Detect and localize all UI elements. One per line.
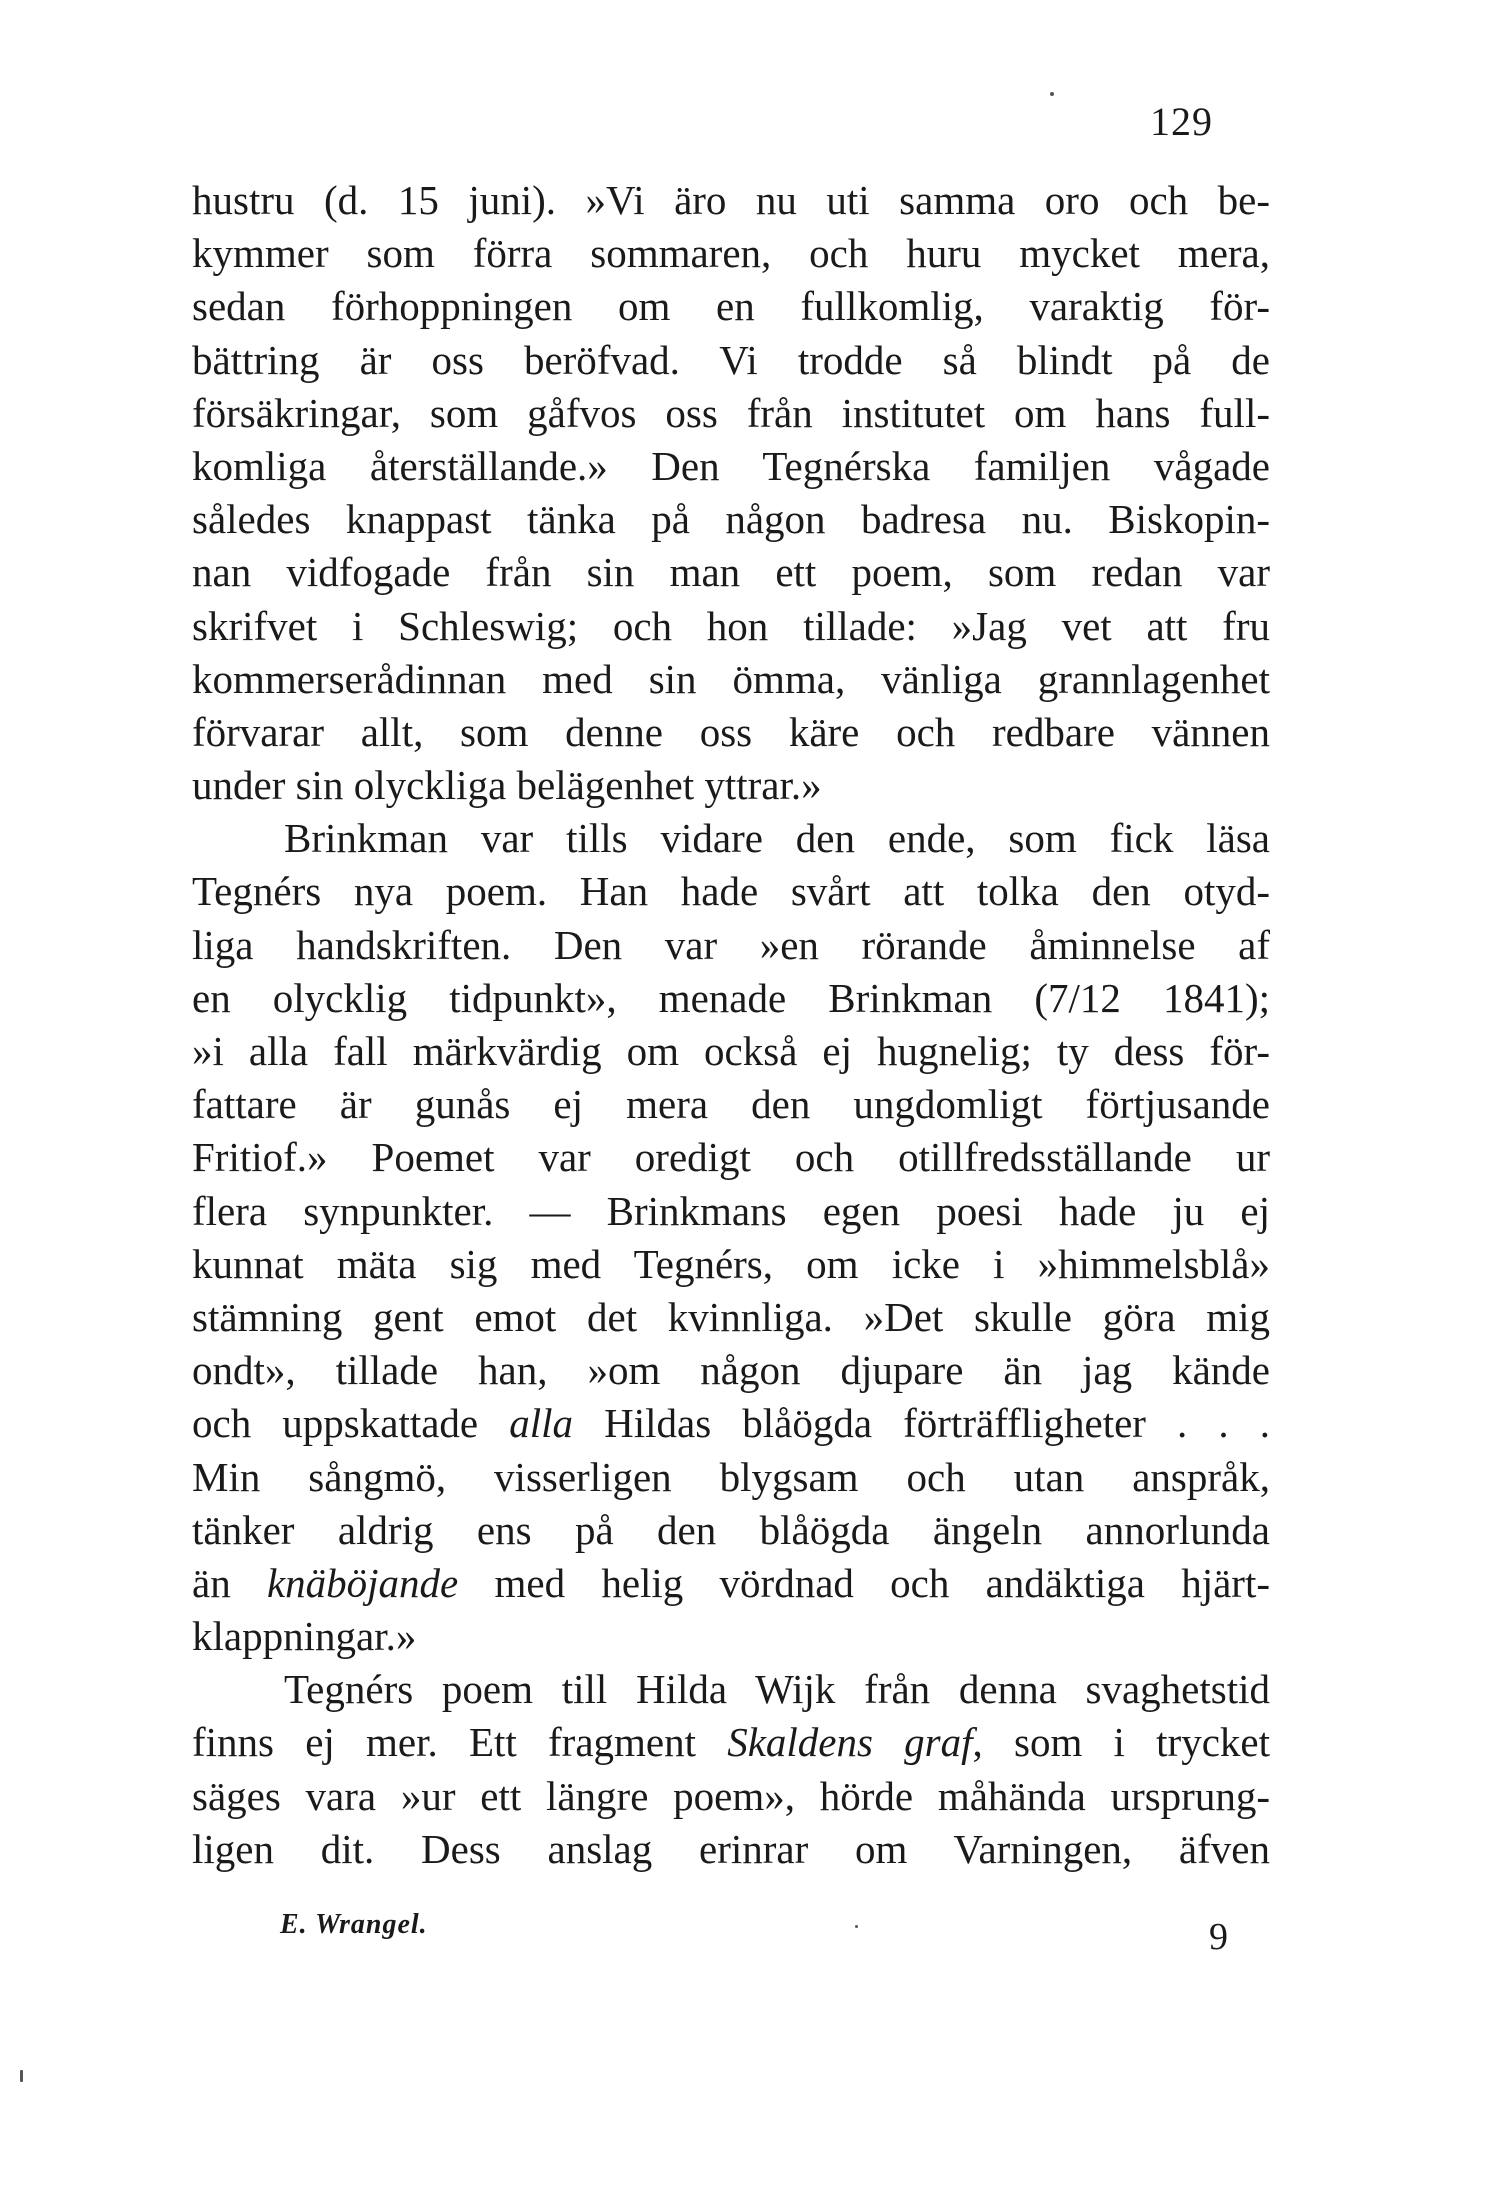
text-line: Tegnérs nya poem. Han hade svårt att tolka den otyd-: [192, 868, 1270, 915]
text-line: komliga återställande.» Den Tegnérska familjen vågade: [192, 442, 1270, 489]
text-line: [192, 1557, 1270, 1610]
text-line: ondt», tillade han, »om någon djupare än jag kände: [192, 1347, 1270, 1394]
text-segment: än: [192, 1559, 267, 1606]
text-segment: Hildas blåögda förträffligheter . . .: [573, 1400, 1270, 1447]
paper-speck: [855, 1925, 858, 1928]
text-segment: med helig vördnad och andäktiga hjärt-: [458, 1559, 1271, 1606]
text-line: stämning gent emot det kvinnliga. »Det skulle göra mig: [192, 1293, 1270, 1340]
text-line: kommerserådinnan med sin ömma, vänliga grannlagenhet: [192, 655, 1270, 702]
text-line: [192, 1716, 1270, 1769]
sheet-number: 9: [1209, 1916, 1228, 1958]
printer-signature: E. Wrangel.: [280, 1909, 428, 1940]
text-line: säges vara »ur ett längre poem», hörde måhända ursprung-: [192, 1772, 1270, 1819]
text-line: klappningar.»: [192, 1613, 417, 1660]
text-line: ligen dit. Dess anslag erinrar om Varningen, äfven: [192, 1825, 1270, 1872]
text-line: [192, 1397, 1270, 1450]
text-line: hustru (d. 15 juni). »Vi äro nu uti samma oro och be-: [192, 177, 1270, 223]
paragraph-start-line: Brinkman var tills vidare den ende, som fick läsa: [284, 815, 1270, 862]
text-line: sedan förhoppningen om en fullkomlig, varaktig för-: [192, 283, 1270, 330]
text-line: således knappast tänka på någon badresa nu. Biskopin-: [192, 496, 1270, 543]
text-line: bättring är oss beröfvad. Vi trodde så blindt på de: [192, 336, 1270, 383]
text-line: förvarar allt, som denne oss käre och redbare vännen: [192, 708, 1270, 755]
italic-emphasis: alla: [509, 1400, 574, 1447]
text-line: liga handskriften. Den var »en rörande åminnelse af: [192, 921, 1270, 968]
text-line: kymmer som förra sommaren, och huru mycket mera,: [192, 230, 1270, 277]
paper-speck: [20, 2070, 23, 2082]
text-line: tänker aldrig ens på den blåögda ängeln annorlunda: [192, 1506, 1270, 1553]
text-segment: finns ej mer. Ett fragment: [192, 1719, 728, 1766]
text-line: nan vidfogade från sin man ett poem, som redan var: [192, 549, 1270, 596]
italic-title: Skaldens graf: [727, 1719, 973, 1766]
text-line: försäkringar, som gåfvos oss från institutet om hans full-: [192, 389, 1270, 436]
body-text: [192, 174, 1270, 1876]
text-line: en olycklig tidpunkt», menade Brinkman (7/12 1841);: [192, 974, 1270, 1021]
text-line: »i alla fall märkvärdig om också ej hugnelig; ty dess för-: [192, 1028, 1270, 1074]
text-line: Min sångmö, visserligen blygsam och utan anspråk,: [192, 1453, 1270, 1500]
paper-speck: [1050, 92, 1054, 96]
paragraph-start-line: Tegnérs poem till Hilda Wijk från denna svaghetstid: [284, 1666, 1270, 1713]
text-line: fattare är gunås ej mera den ungdomligt förtjusande: [192, 1081, 1270, 1128]
page-footer: [192, 1905, 1270, 1958]
italic-emphasis: knäböjande: [266, 1559, 459, 1606]
text-segment: och uppskattade: [192, 1400, 510, 1447]
text-line: kunnat mäta sig med Tegnérs, om icke i »himmelsblå»: [192, 1240, 1270, 1287]
page-number: 129: [1150, 99, 1213, 144]
text-line: Fritiof.» Poemet var oredigt och otillfredsställande ur: [192, 1134, 1270, 1181]
text-line: under sin olyckliga belägenhet yttrar.»: [192, 762, 822, 809]
text-line: flera synpunkter. — Brinkmans egen poesi hade ju ej: [192, 1187, 1270, 1234]
text-segment: , som i trycket: [972, 1719, 1270, 1766]
text-line: skrifvet i Schleswig; och hon tillade: »Jag vet att fru: [192, 602, 1270, 649]
